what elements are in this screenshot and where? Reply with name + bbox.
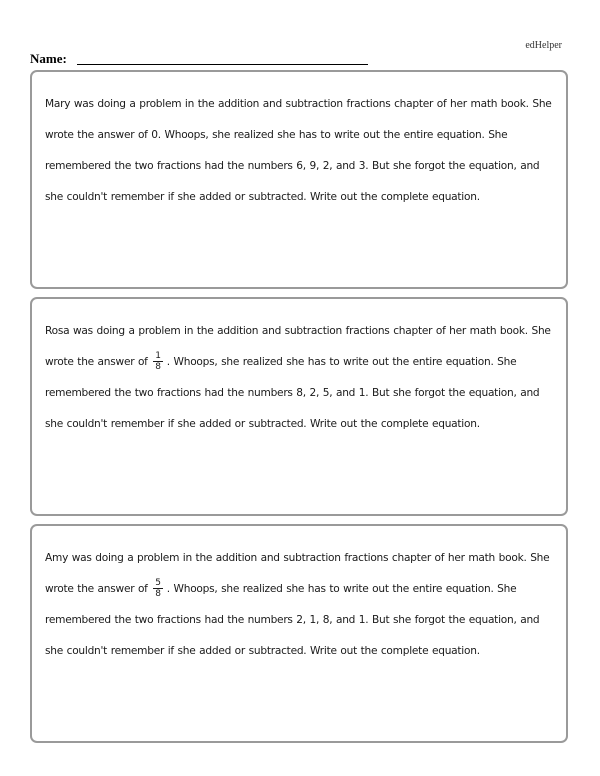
fraction-numerator: 1 — [155, 350, 161, 361]
answer-fraction — [153, 351, 162, 372]
problem-card-3 — [30, 524, 568, 743]
problem-text-part-1: Amy was doing a problem in the addition and subtraction fractions chapter of her math book. She wrote the answer of — [45, 552, 550, 595]
problem-text-part-2: . Whoops, she realized she has to write out the entire equation. She remembered the two fractions had the numbers 6, 9, 2, and 3. But she forgot the equation, and she couldn't remember if she added or subtracted. Write out the complete equation. — [45, 129, 540, 203]
problem-text-part-1: Rosa was doing a problem in the addition and subtraction fractions chapter of her math book. She wrote the answer of — [45, 325, 551, 368]
problem-text — [45, 316, 554, 440]
problem-text-part-2: . Whoops, she realized she has to write out the entire equation. She remembered the two fractions had the numbers 8, 2, 5, and 1. But she forgot the equation, and she couldn't remember if she added or subtracted. Write out the complete equation. — [45, 356, 540, 430]
answer-value: 0 — [151, 129, 158, 141]
problem-card-1 — [30, 70, 568, 289]
problem-text — [45, 543, 554, 667]
problem-text-part-1: Mary was doing a problem in the addition and subtraction fractions chapter of her math book. She wrote the answer of — [45, 98, 552, 141]
fraction-denominator: 8 — [155, 588, 161, 599]
problem-text — [45, 89, 554, 213]
problem-card-2 — [30, 297, 568, 516]
problem-text-part-2: . Whoops, she realized she has to write out the entire equation. She remembered the two fractions had the numbers 2, 1, 8, and 1. But she forgot the equation, and she couldn't remember if she added or subtracted. Write out the complete equation. — [45, 583, 540, 657]
name-label: Name: — [30, 51, 67, 66]
answer-fraction — [153, 578, 162, 599]
brand-label: edHelper — [525, 40, 562, 51]
name-input-line[interactable] — [77, 64, 368, 65]
fraction-numerator: 5 — [155, 577, 161, 588]
fraction-denominator: 8 — [155, 361, 161, 372]
